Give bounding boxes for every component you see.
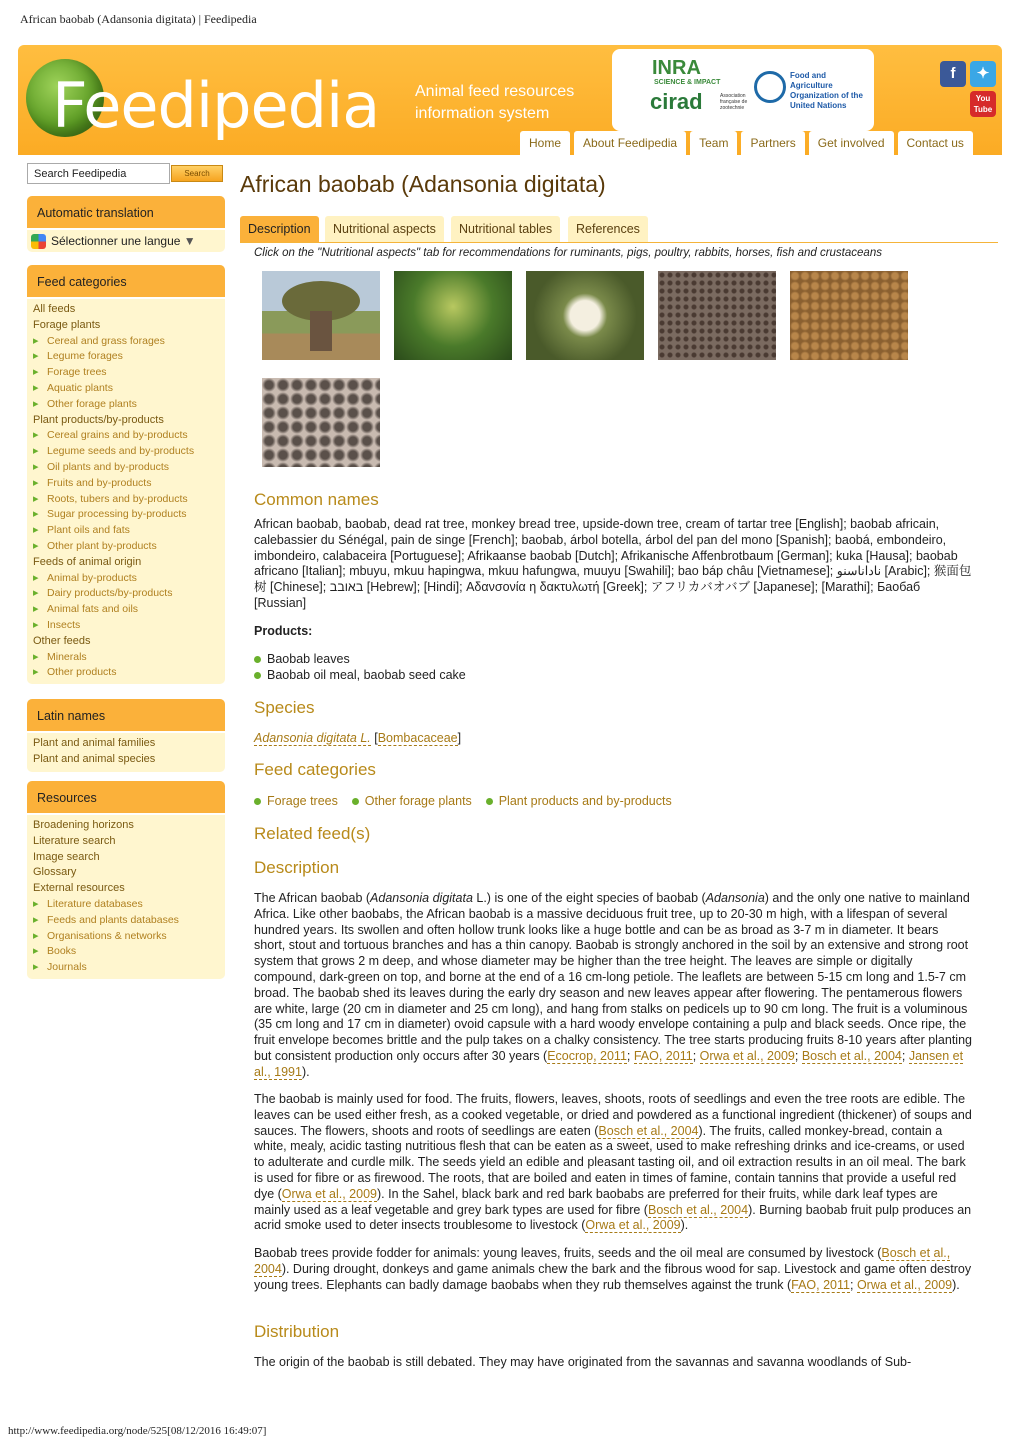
ref-link[interactable]: Orwa et al., 2009: [699, 1048, 795, 1063]
sidebar-item[interactable]: ▸ Insects: [27, 618, 225, 634]
resources-box: [27, 781, 225, 979]
site-header: [18, 45, 1002, 155]
feed-categories-title: Feed categories: [27, 265, 225, 299]
distribution-text: The origin of the baobab is still debated. They may have originated from the savannas and savanna woodlands of Sub-: [254, 1355, 912, 1369]
google-icon: [31, 234, 46, 249]
search-input[interactable]: [27, 163, 170, 184]
sidebar-item[interactable]: ▸ Feeds and plants databases: [27, 913, 225, 929]
sidebar-item[interactable]: ▸ Other forage plants: [27, 397, 225, 413]
inra-tagline: SCIENCE & IMPACT: [654, 79, 721, 86]
tab-description[interactable]: Description: [240, 216, 319, 242]
sidebar-item[interactable]: ▸ Cereal and grass forages: [27, 334, 225, 350]
common-names-heading: Common names: [254, 490, 379, 509]
description-paragraph-2: The baobab is mainly used for food. The fruits, flowers, leaves, shoots, roots of seedlings and even the tree roots are edible. The leaves can be used either fresh, as a cooked vegetable, or dried and powdered as a functional ingredient (thickener) of soups and sauces. The flowers, shoots and roots of seedlings are eaten (Bosch et al., 2004). The fruits, called monkey-bread, contain a white, mealy, acidic tasting nutritious flesh that can be eaten as a sweet, used to make refreshing drinks and ice-creams, or used to adulterate and curdle milk. The seeds yield an edible and pleasant tasting oil, and oil extraction results in an oil meal. The bark is used for fibre or as firewood. The roots, that are boiled and eaten in times of famine, contain tannins that provide a useful red dye (Orwa et al., 2009). In the Sahel, black bark and red bark baobabs are preferred for their fruits, while dark leaf types are mainly used as a leaf vegetable and grey bark types are used for fibre (Bosch et al., 2004). Burning baobab fruit pulp produces an acrid smoke used to deter insects troublesome to livestock (Orwa et al., 2009).: [254, 1092, 972, 1233]
baobab-flower-photo[interactable]: [526, 271, 644, 360]
ref-link[interactable]: Ecocrop, 2011: [547, 1048, 627, 1063]
sidebar-item[interactable]: ▸ Fruits and by-products: [27, 476, 225, 492]
product-item: Baobab leaves: [254, 652, 350, 666]
sidebar-item[interactable]: ▸ Minerals: [27, 650, 225, 666]
baobab-seed-cake-photo[interactable]: [790, 271, 908, 360]
sidebar-item[interactable]: ▸ Roots, tubers and by-products: [27, 492, 225, 508]
latin-names-title: Latin names: [27, 699, 225, 733]
species-link[interactable]: Adansonia digitata L.: [254, 731, 371, 745]
feed-categories-box: [27, 265, 225, 684]
species-heading: Species: [254, 698, 315, 717]
category-link-other-forage[interactable]: Other forage plants: [364, 794, 472, 808]
species-line: Adansonia digitata L. [Bombacaceae]: [254, 731, 462, 745]
sidebar-item[interactable]: ▸ Animal fats and oils: [27, 602, 225, 618]
family-link[interactable]: Bombacaceae: [377, 731, 458, 745]
ref-link[interactable]: Bosch et al., 2004: [801, 1048, 902, 1063]
sidebar-item[interactable]: Glossary: [33, 866, 77, 879]
latin-names-box: [27, 699, 225, 772]
sidebar-item[interactable]: Plant and animal species: [33, 752, 156, 765]
nav-item-partners[interactable]: Partners: [741, 131, 804, 155]
sidebar-item[interactable]: ▸ Literature databases: [27, 897, 225, 913]
sidebar-item[interactable]: ▸ Books: [27, 944, 225, 960]
language-select[interactable]: Sélectionner une langue ▼: [27, 230, 225, 252]
sidebar-item[interactable]: ▸ Legume forages: [27, 349, 225, 365]
feed-categories-heading: Feed categories: [254, 760, 376, 779]
sidebar-item[interactable]: ▸ Animal by-products: [27, 571, 225, 587]
fao-logo[interactable]: Food and Agriculture Organization of the United Nations: [790, 71, 863, 110]
sidebar-item[interactable]: ▸ Other plant by-products: [27, 539, 225, 555]
browser-page-title: African baobab (Adansonia digitata) | Feedipedia: [20, 12, 257, 26]
afz-logo[interactable]: Association française de zootechnie: [720, 93, 748, 111]
ref-link[interactable]: Bosch et al., 2004: [647, 1202, 749, 1217]
ref-link[interactable]: FAO, 2011: [791, 1277, 850, 1292]
content-tabs: [240, 216, 998, 243]
twitter-icon[interactable]: ✦: [970, 61, 996, 87]
sidebar-item[interactable]: Plant and animal families: [33, 737, 156, 749]
translation-box: [27, 196, 225, 252]
category-link-forage-trees[interactable]: Forage trees: [267, 794, 338, 808]
tab-references[interactable]: References: [568, 216, 648, 242]
product-item: Baobab oil meal, baobab seed cake: [254, 668, 466, 682]
ref-link[interactable]: Bosch et al., 2004: [254, 1246, 951, 1276]
search-button[interactable]: Search: [171, 165, 223, 182]
baobab-tree-photo[interactable]: [262, 271, 380, 360]
site-tagline: Animal feed resources information system: [415, 83, 575, 122]
baobab-pulp-photo[interactable]: [262, 378, 380, 467]
nav-item-contact-us[interactable]: Contact us: [898, 131, 973, 155]
sidebar-item[interactable]: Literature search: [33, 834, 116, 847]
tab-nutritional-aspects[interactable]: Nutritional aspects: [325, 216, 444, 242]
page-title: African baobab (Adansonia digitata): [240, 171, 606, 197]
sidebar-item[interactable]: ▸ Oil plants and by-products: [27, 460, 225, 476]
distribution-heading: Distribution: [254, 1322, 340, 1341]
category-link-plant-products[interactable]: Plant products and by-products: [498, 794, 672, 808]
ref-link[interactable]: FAO, 2011: [633, 1048, 693, 1063]
sidebar-item[interactable]: Image search: [33, 850, 100, 863]
ref-link[interactable]: Orwa et al., 2009: [281, 1186, 377, 1201]
inra-logo[interactable]: INRA: [652, 57, 701, 79]
sidebar-item[interactable]: Broadening horizons: [33, 819, 134, 831]
description-paragraph-1: The African baobab (Adansonia digitata L.) is one of the eight species of baobab (Adansonia) and the only one native to mainland Africa. Like other baobabs, the African baobab is a massive deciduous fruit tree, up to 20-30 m high, with a lifespan of several hundred years. Its swollen and often hollow trunk looks like a huge bottle and can be as broad as 3-7 m in diameter. It bears short, stout and tortuous branches and has a thin canopy. Baobab is strongly anchored in the soil by an extensive and strong root system that grows 2 m deep, and whose diameter may be higher than the tree height. The leaves are simple or digitally compound, dark-green on top, and borne at the end of a 16 cm-long petiole. The leaflets are between 5-15 cm long and 1.5-7 cm broad. The baobab shed its leaves during the early dry season and new leaves appear after flowering. The pentamerous flowers are white, large (20 cm in diameter and 25 cm long), and hang from stalks on pedicels up to 90 cm long. The fruit is a voluminous (35 cm long and 17 cm in diameter) ovoid capsule with a hard woody envelope containing a pulp and black seeds. Once ripe, the fruit envelope becomes brittle and the pulp takes on a chalky consistency. The tree starts producing fruits 8-10 years after planting but consistent production only occurs after 30 years (Ecocrop, 2011; FAO, 2011; Orwa et al., 2009; Bosch et al., 2004; Jansen et al., 1991).: [254, 891, 972, 1079]
page-url-footer: http://www.feedipedia.org/node/525[08/12/2016 16:49:07]: [8, 1425, 267, 1437]
sidebar-item[interactable]: All feeds: [33, 303, 76, 315]
site-logo[interactable]: Feedipedia: [52, 69, 380, 142]
sidebar-item[interactable]: Plant products/by-products: [33, 413, 164, 426]
related-feeds-heading: Related feed(s): [254, 824, 371, 843]
sidebar-item[interactable]: ▸ Dairy products/by-products: [27, 586, 225, 602]
nav-item-team[interactable]: Team: [690, 131, 737, 155]
sidebar-item[interactable]: ▸ Sugar processing by-products: [27, 507, 225, 523]
sidebar-item[interactable]: ▸ Legume seeds and by-products: [27, 444, 225, 460]
sidebar-item[interactable]: ▸ Organisations & networks: [27, 929, 225, 945]
common-names-text: African baobab, baobab, dead rat tree, monkey bread tree, upside-down tree, cream of tartar tree [English]; baobab africain, calebassier du Sénégal, pain de singe [French]; baobab, árbol botella, árbol del pan del mono [Spanish]; baobá, embondeiro, imbondeiro, calabaceira [Portuguese]; Afrikaanse baobab [Dutch]; Afrikanische Affenbrotbaum [German]; kuka [Hausa]; baobab africano [Italian]; mbuyu, mkuu hapingwa, mkuu hafungwa, muuyu [Swahili]; bao báp châu [Vietnamese]; ناداناسنو [Arabic]; 猴面包树 [Chinese]; באובב [Hebrew]; [Hindi]; Αδανσονία η δακτυλωτή [Greek]; アフリカバオバブ [Japanese]; [Marathi]; Баобаб [Russian]: [254, 517, 972, 610]
chevron-down-icon: ▼: [180, 234, 196, 248]
cirad-logo[interactable]: cirad: [650, 89, 703, 114]
resources-title: Resources: [27, 781, 225, 815]
description-paragraph-3: Baobab trees provide fodder for animals: young leaves, fruits, seeds and the oil meal are consumed by livestock (Bosch et al., 2004). During drought, donkeys and game animals chew the bark and the fibrous wood for sap. Livestock and game often destroy young trees. Elephants can badly damage baobabs when they rub themselves against the trunk (FAO, 2011; Orwa et al., 2009).: [254, 1246, 972, 1292]
sidebar-item[interactable]: ▸ Forage trees: [27, 365, 225, 381]
description-heading: Description: [254, 858, 340, 877]
sidebar-item[interactable]: ▸ Journals: [27, 960, 225, 976]
products-heading: Products:: [254, 624, 313, 638]
sidebar-item[interactable]: ▸ Aquatic plants: [27, 381, 225, 397]
facebook-icon[interactable]: f: [940, 61, 966, 87]
sidebar-item[interactable]: Other feeds: [33, 634, 91, 647]
baobab-seeds-photo[interactable]: [658, 271, 776, 360]
nutrition-hint: Click on the "Nutritional aspects" tab for recommendations for ruminants, pigs, poultry, rabbits, horses, fish and crustaceans: [254, 247, 882, 259]
ref-link[interactable]: Jansen et al., 1991: [254, 1048, 964, 1079]
translation-title: Automatic translation: [27, 196, 225, 230]
sidebar-item[interactable]: Forage plants: [33, 318, 101, 331]
sidebar-item[interactable]: Feeds of animal origin: [33, 555, 142, 568]
sidebar-item[interactable]: ▸ Cereal grains and by-products: [27, 428, 225, 444]
nav-item-get-involved[interactable]: Get involved: [809, 131, 894, 155]
tab-nutritional-tables[interactable]: Nutritional tables: [451, 216, 560, 242]
youtube-icon[interactable]: You Tube: [970, 91, 996, 117]
ref-link[interactable]: Orwa et al., 2009: [856, 1277, 953, 1292]
nav-item-home[interactable]: Home: [520, 131, 570, 155]
sidebar-item[interactable]: External resources: [33, 882, 125, 895]
sidebar-item[interactable]: ▸ Other products: [27, 665, 225, 681]
ref-link[interactable]: Orwa et al., 2009: [585, 1218, 681, 1233]
baobab-fruit-photo[interactable]: [394, 271, 512, 360]
nav-item-about-feedipedia[interactable]: About Feedipedia: [574, 131, 686, 155]
fao-emblem-icon: [754, 71, 786, 103]
ref-link[interactable]: Bosch et al., 2004: [598, 1123, 699, 1138]
main-nav: [520, 131, 977, 155]
feed-category-list: [254, 794, 672, 808]
sidebar-item[interactable]: ▸ Plant oils and fats: [27, 523, 225, 539]
partner-logos: [612, 49, 874, 131]
